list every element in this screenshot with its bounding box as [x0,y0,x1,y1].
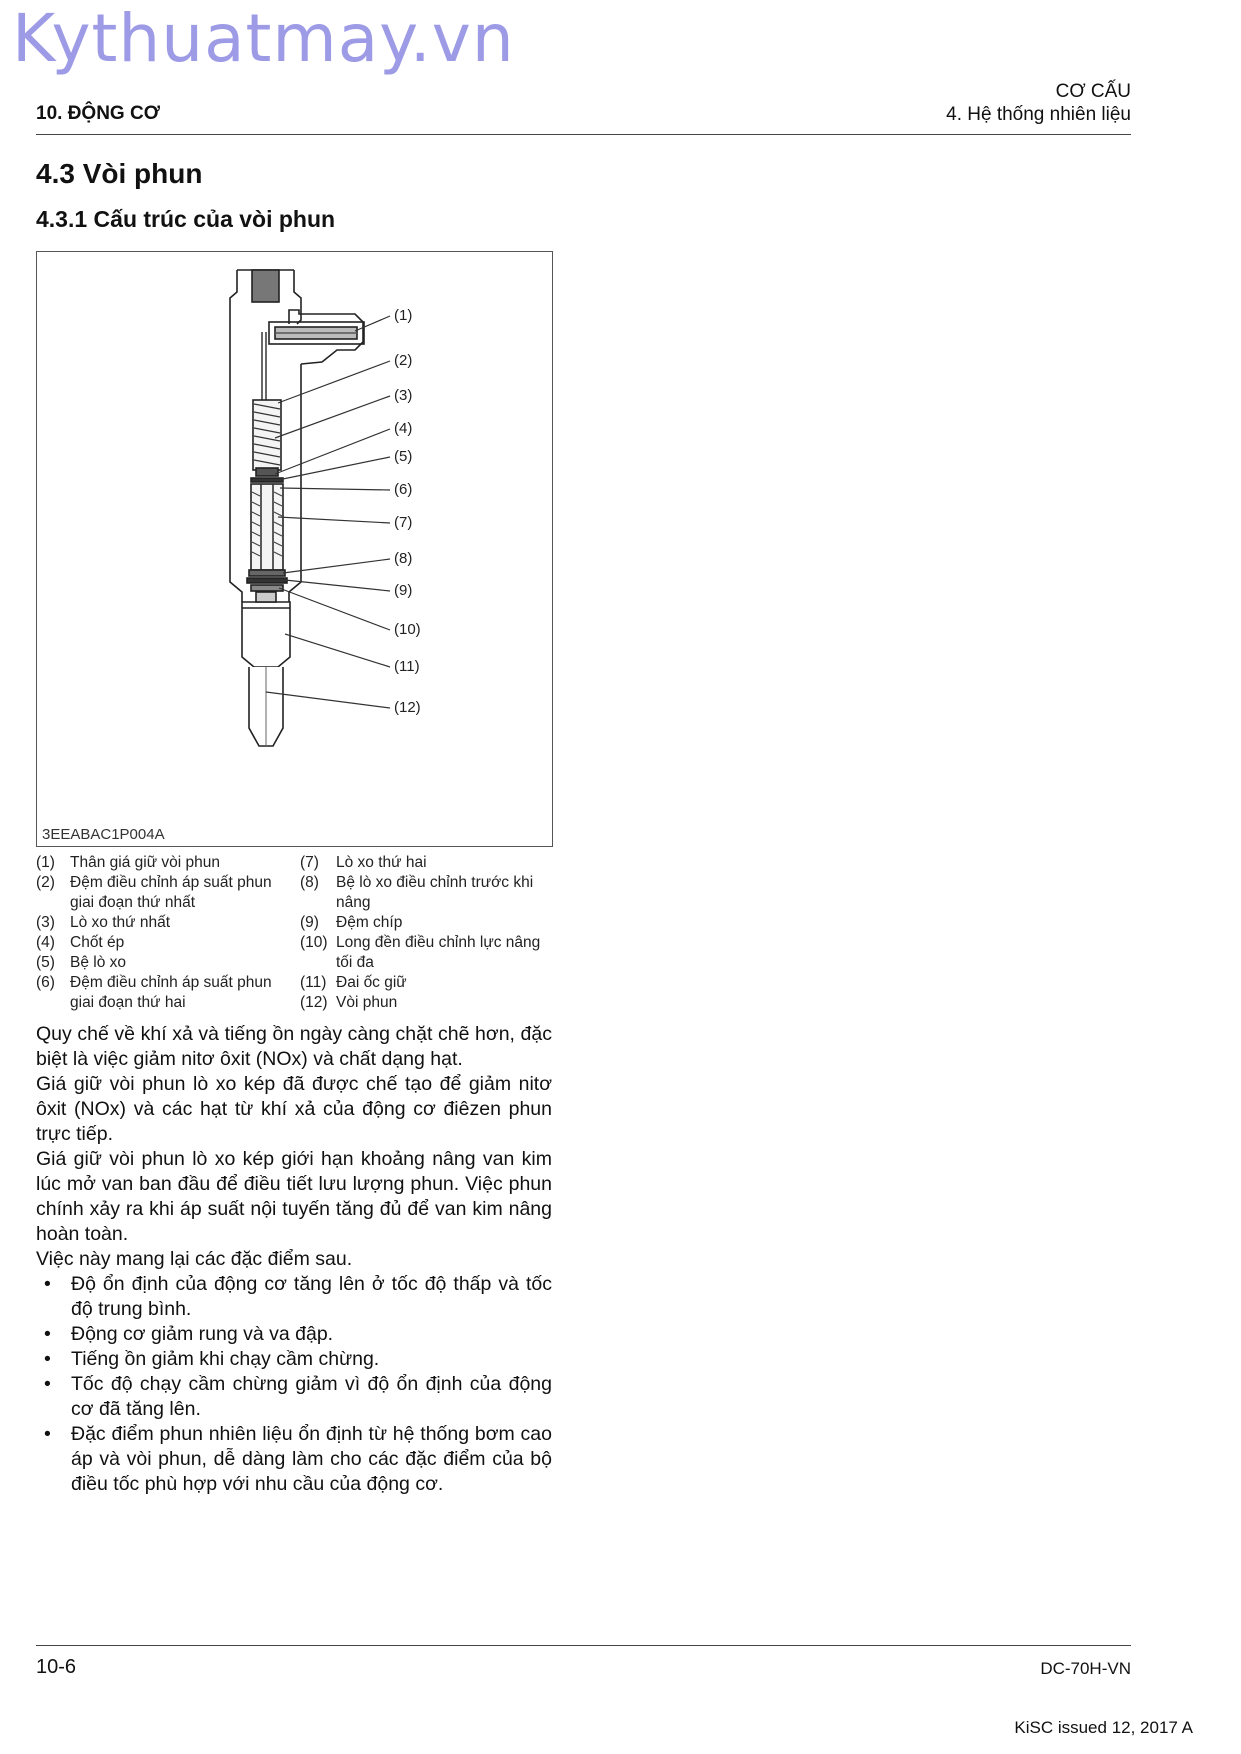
list-item: • Tốc độ chạy cầm chừng giảm vì độ ổn định của động cơ đã tăng lên. [36,1372,552,1422]
callout-11: (11) [394,658,420,675]
paragraph: Giá giữ vòi phun lò xo kép đã được chế tạo để giảm nitơ ôxit (NOx) và các hạt từ khí xả của động cơ điêzen phun trực tiếp. [36,1073,552,1145]
callout-3: (3) [394,387,413,404]
leader-10 [279,588,390,630]
chapter-heading: 10. ĐỘNG CƠ [36,103,160,124]
legend-item: (8) Bệ lò xo điều chỉnh trước khi nâng [300,874,534,911]
section-heading [946,80,1131,126]
legend-column-right [300,853,556,1013]
injector-diagram [36,251,553,847]
legend-column-left [36,853,300,1013]
footer-divider [36,1645,1131,1646]
leader-12 [266,692,390,708]
callout-12: (12) [394,699,421,716]
callout-6: (6) [394,481,413,498]
legend-item: (6) Đệm điều chỉnh áp suất phun giai đoạn thứ hai [36,974,272,1011]
legend-item: (2) Đệm điều chỉnh áp suất phun giai đoạn thứ nhất [36,874,272,911]
leader-8 [283,559,390,573]
figure-legend [36,853,556,1013]
paragraph: Quy chế về khí xả và tiếng ồn ngày càng chặt chẽ hơn, đặc biệt là việc giảm nitơ ôxit (NOx) và chất dạng hạt. [36,1023,552,1070]
callout-7: (7) [394,514,413,531]
section-title: CƠ CẤU [1055,81,1131,102]
leader-3 [275,396,390,438]
list-item: • Tiếng ồn giảm khi chạy cầm chừng. [36,1347,552,1372]
body-text [36,1022,552,1497]
callout-1: (1) [394,307,413,324]
feature-list [36,1272,552,1497]
list-item: • Động cơ giảm rung và va đập. [36,1322,552,1347]
leader-4 [275,429,390,474]
issue-note: KiSC issued 12, 2017 A [1014,1718,1193,1737]
leader-9 [285,580,390,591]
paragraph: Việc này mang lại các đặc điểm sau. [36,1248,353,1270]
callout-5: (5) [394,448,413,465]
leader-11 [285,634,390,667]
legend-item: (3) Lò xo thứ nhất [36,914,171,931]
leader-2 [278,361,390,403]
callout-9: (9) [394,582,413,599]
list-item: • Độ ổn định của động cơ tăng lên ở tốc độ thấp và tốc độ trung bình. [36,1272,552,1322]
subsection-title: 4. Hệ thống nhiên liệu [946,104,1131,125]
leader-7 [278,517,390,523]
legend-item: (1) Thân giá giữ vòi phun [36,854,220,871]
injector-cross-section [37,252,551,845]
legend-item: (11) Đai ốc giữ [300,974,407,991]
callout-8: (8) [394,550,413,567]
callout-10: (10) [394,621,421,638]
watermark: Kythuatmay.vn [12,0,515,77]
legend-item: (5) Bệ lò xo [36,954,127,971]
legend-item: (9) Đệm chíp [300,914,403,931]
legend-item: (10) Long đền điều chỉnh lực nâng tối đa [300,934,541,971]
page-number: 10-6 [36,1656,77,1678]
figure-code: 3EEABAC1P004A [42,826,165,843]
callout-2: (2) [394,352,413,369]
legend-item: (4) Chốt ép [36,934,125,951]
legend-item: (12) Vòi phun [300,994,398,1011]
header-divider [36,134,1131,135]
document-code: DC-70H-VN [1040,1659,1131,1678]
list-item: • Đặc điểm phun nhiên liệu ổn định từ hệ thống bơm cao áp và vòi phun, dễ dàng làm cho các đặc điểm của bộ điều tốc phù hợp với nhu cầu của động cơ. [36,1422,552,1497]
leader-5 [278,457,390,480]
legend-item: (7) Lò xo thứ hai [300,854,427,871]
leader-6 [280,488,390,490]
callout-4: (4) [394,420,413,437]
paragraph: Giá giữ vòi phun lò xo kép giới hạn khoảng nâng van kim lúc mở van ban đầu để điều tiết lưu lượng phun. Việc phun chính xảy ra khi áp suất nội tuyến tăng đủ để van kim nâng hoàn toàn. [36,1148,552,1245]
body-outline-left [230,270,242,602]
page-subtitle: 4.3.1 Cấu trúc của vòi phun [36,206,336,232]
page-title: 4.3 Vòi phun [36,158,203,189]
body-outline-right-top [294,270,301,324]
